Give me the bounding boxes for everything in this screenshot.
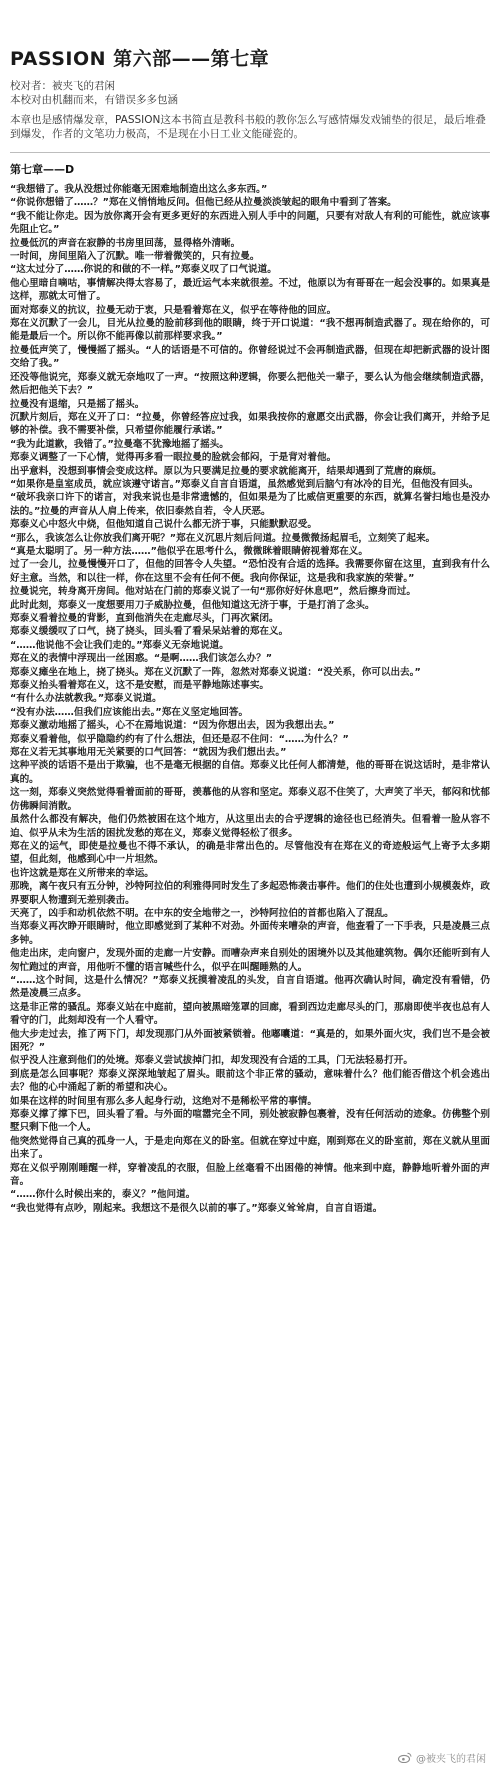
translation-note: 本校对由机翻而来，有错误多多包涵: [10, 94, 178, 106]
paragraph: 过了一会儿，拉曼慢慢开口了，但他的回答令人失望。“恐怕没有合适的选择。我需要你留在这里，直到我有什么好主意。当然，和以往一样，你在这里不会有任何不便。我向你保证，这是我和我家族的荣誉。”: [10, 559, 490, 584]
paragraph: 此时此刻，郑泰义一度想要用刀子威胁拉曼，但他知道这无济于事，于是打消了念头。: [10, 599, 375, 611]
watermark-text: @被夹飞的君闲: [416, 1754, 486, 1765]
paragraph: 他心里暗自嘀咕，事情解决得太容易了，最近运气本来就很差。不过，他原以为有哥哥在一起会没事的。如果真是这样，那就太可惜了。: [10, 277, 490, 303]
weibo-logo-icon: [398, 1752, 412, 1763]
paragraph: 郑泰义瘫坐在地上，挠了挠头。郑在义沉默了一阵，忽然对郑泰义说道：“没关系，你可以出去。”: [10, 666, 421, 678]
chapter-body: [10, 183, 490, 1215]
paragraph: 那晚，离午夜只有五分钟，沙特阿拉伯的利雅得同时发生了多起恐怖袭击事件。他们的住处也遭到小规模轰炸，政界要职人物遭到无差别袭击。: [10, 881, 490, 906]
paragraph: 郑在义的运气，即使是拉曼也不得不承认，的确是非常出色的。尽管他没有在郑在义的奇迹般运气上寄予太多期望，但此刻，他感到心中一片坦然。: [10, 840, 490, 866]
paragraph: 出乎意料，没想到事情会变成这样。原以为只要满足拉曼的要求就能离开，结果却遇到了荒唐的麻烦。: [10, 465, 442, 477]
paragraph: 这一刻，郑泰义突然觉得看着面前的哥哥，羡慕他的从容和坚定。郑泰义忍不住笑了，大声笑了半天，郁闷和忧郁仿佛瞬间消散。: [10, 787, 490, 812]
divider: [10, 152, 490, 153]
paragraph: 郑在义的表情中浮现出一丝困惑。“是啊……我们该怎么办？”: [10, 653, 273, 665]
chapter-intro: 本章也是感情爆发章，PASSION这本书简直是教科书般的教你怎么写感情爆发戏铺垫的很足，最后堆叠到爆发，作者的文笔功力极高，不是现在小日工业文能碰瓷的。: [10, 114, 486, 140]
paragraph: 如果在这样的时间里有那么多人起身行动，这绝对不是稀松平常的事情。: [10, 1095, 317, 1107]
paragraph: “如果你是皇室成员，就应该遵守诺言。”郑泰义自言自语道，虽然感觉到后脑勺有冰冷的目光，但他没有回头。: [10, 478, 479, 490]
paragraph: “这太过分了……你说的和做的不一样。”郑泰义叹了口气说道。: [10, 264, 277, 276]
paragraph: “我也觉得有点吵，刚起来。我想这不是很久以前的事了。”郑泰义耸耸肩，自言自语道。: [10, 1202, 383, 1214]
paragraph: 拉曼说完，转身离开房间。他对站在门前的郑泰义说了一句“那你好好休息吧”，然后擦身而过。: [10, 586, 416, 598]
paragraph: “破坏我亲口许下的诺言，对我来说也是非常遗憾的，但如果是为了比威信更重要的东西，就算名誉扫地也是没办法的。”拉曼的声音从人肩上传来，依旧泰然自若，令人厌恶。: [10, 492, 490, 517]
paragraph: 郑泰义激动地摇了摇头，心不在焉地说道：“因为你想出去，因为我想出去。”: [10, 720, 335, 732]
paragraph: 虽然什么都没有解决，他们仍然被困在这个地方，从这里出去的合乎逻辑的途径也已经消失。但看着一脸从容不迫、似乎从未为生活的困扰发愁的郑在义，郑泰义觉得轻松了很多。: [10, 814, 490, 839]
proofreader-line: 校对者：被夹飞的君闲: [10, 80, 115, 92]
paragraph: 这是非正常的骚乱。郑泰义站在中庭前，望向被黑暗笼罩的回廊，看到西边走廊尽头的门，那扇即使半夜也总有人看守的门，此刻却没有一个人看守。: [10, 1001, 490, 1027]
paragraph: 郑在义若无其事地用无关紧要的口气回答：“就因为我们想出去。”: [10, 747, 287, 759]
watermark: [398, 1750, 486, 1765]
paragraph: 拉曼低声笑了，慢慢摇了摇头。“人的话语是不可信的。你曾经说过不会再制造武器，但现在却把新武器的设计图交给了我。”: [10, 344, 490, 370]
paragraph: 当郑泰义再次睁开眼睛时，他立即感觉到了某种不对劲。外面传来嘈杂的声音，他查看了一下手表，只是凌晨三点多钟。: [10, 921, 490, 946]
paragraph: 拉曼没有退缩，只是摇了摇头。: [10, 398, 145, 410]
paragraph: “没有办法……但我们应该能出去。”郑在义坚定地回答。: [10, 706, 249, 718]
paragraph: “我不能让你走。因为放你离开会有更多更好的东西进入别人手中的问题，只要有对敌人有利的可能性，就应该事先阻止它。”: [10, 210, 490, 236]
paragraph: 他突然觉得自己真的孤身一人，于是走向郑在义的卧室。但就在穿过中庭，刚到郑在义的卧室前，郑在义就从里面出来了。: [10, 1135, 490, 1161]
paragraph: 面对郑泰义的抗议，拉曼无动于衷，只是看着郑在义，似乎在等待他的回应。: [10, 304, 337, 316]
paragraph: 郑泰义看着拉曼的背影，直到他消失在走廊尽头，门再次紧闭。: [10, 613, 279, 624]
paragraph: 郑泰义抬头看着郑在义，这不是安慰，而是平静地陈述事实。: [10, 680, 270, 692]
paragraph: 一时间，房间里陷入了沉默。唯一带着微笑的，只有拉曼。: [10, 251, 260, 263]
paragraph: 他走出床，走向窗户，发现外面的走廊一片安静。而嘈杂声来自别处的困境外以及其他建筑物。偶尔还能听到有人匆忙跑过的声音，用他听不懂的语言喊些什么，似乎在叫醒睡熟的人。: [10, 948, 490, 973]
chapter-heading: 第七章——D: [10, 163, 75, 176]
paragraph: “我想错了。我从没想过你能毫无困难地制造出这么多东西。”: [10, 184, 268, 195]
paragraph: “那么，我该怎么让你放我们离开呢？”郑在义沉思片刻后问道。拉曼微微扬起眉毛，立刻笑了起来。: [10, 532, 436, 544]
paragraph: 他大步走过去，推了两下门，却发现那门从外面被紧锁着。他嘟囔道：“真是的，如果外面火灾，我们岂不是会被困死？”: [10, 1028, 490, 1053]
paragraph: 郑泰义缓缓叹了口气，挠了挠头，回头看了看呆呆站着的郑在义。: [10, 626, 289, 638]
paragraph: 郑泰义撑了撑下巴，回头看了看。与外面的喧嚣完全不同，别处被寂静包裹着，没有任何活动的迹象。仿佛整个别墅只剩下他一个人。: [10, 1109, 490, 1134]
paragraph: “……你什么时候出来的，泰义？”他问道。: [10, 1189, 196, 1201]
paragraph: 郑泰义心中怒火中烧，但他知道自己说什么都无济于事，只能默默忍受。: [10, 519, 317, 531]
paragraph: 拉曼低沉的声音在寂静的书房里回荡，显得格外清晰。: [10, 237, 241, 249]
paragraph: “你说你想错了……？”郑在义悄悄地反问。但他已经从拉曼淡淡皱起的眼角中看到了答案。: [10, 197, 397, 209]
paragraph: 还没等他说完，郑泰义就无奈地叹了一声。“按照这种逻辑，你要么把他关一辈子，要么认为他会继续制造武器，然后把他关下去？”: [10, 371, 490, 397]
paragraph: “我为此道歉，我错了。”拉曼毫不犹豫地摇了摇头。: [10, 438, 229, 450]
paragraph: “真是太聪明了。另一种方法……”他似乎在思考什么，微微眯着眼睛俯视着郑在义。: [10, 545, 368, 557]
paragraph: 郑泰义调整了一下心情，觉得再多看一眼拉曼的脸就会郁闷，于是背对着他。: [10, 452, 337, 464]
paragraph: 郑在义沉默了一会儿，目光从拉曼的脸前移到他的眼睛，终于开口说道：“我不想再制造武器了。现在给你的，可能是最后一个。所以你不能再像以前那样要求我。”: [10, 318, 490, 343]
paragraph: 郑泰义看着他，似乎隐隐约约有了什么想法，但还是忍不住问：“……为什么？”: [10, 733, 349, 745]
paragraph: 天亮了，凶手和动机依然不明。在中东的安全地带之一，沙特阿拉伯的首都也陷入了混乱。: [10, 907, 394, 919]
paragraph: 沉默片刻后，郑在义开了口：“拉曼，你曾经答应过我，如果我按你的意愿交出武器，你会让我们离开，并给予足够的补偿。我不需要补偿，只希望你能履行承诺。”: [10, 411, 490, 437]
paragraph: 也许这就是郑在义所带来的幸运。: [10, 867, 154, 879]
paragraph: 这种平淡的话语不是出于欺骗，也不是毫无根据的自信。郑泰义比任何人都清楚，他的哥哥在说这话时，是非常认真的。: [10, 760, 490, 785]
paragraph: “……他说他不会让我们走的。”郑泰义无奈地说道。: [10, 639, 229, 651]
paragraph: “……这个时间，这是什么情况？”郑泰义抚摸着凌乱的头发，自言自语道。他再次确认时间，确定没有看错，仍然是凌晨三点多。: [10, 974, 490, 1000]
document-title: PASSION 第六部——第七章: [10, 48, 270, 70]
paragraph: “有什么办法就教我。”郑泰义说道。: [10, 693, 162, 705]
paragraph: 似乎没人注意到他们的处境。郑泰义尝试拔掉门扣，却发现没有合适的工具，门无法轻易打开。: [10, 1055, 413, 1067]
paragraph: 郑在义似乎刚刚睡醒一样，穿着凌乱的衣服，但脸上丝毫看不出困倦的神情。他来到中庭，静静地听着外面的声音。: [10, 1162, 490, 1188]
paragraph: 到底是怎么回事呢？郑泰义深深地皱起了眉头。眼前这个非正常的骚动，意味着什么？他们能否借这个机会逃出去？他的心中涌起了新的希望和决心。: [10, 1068, 490, 1094]
